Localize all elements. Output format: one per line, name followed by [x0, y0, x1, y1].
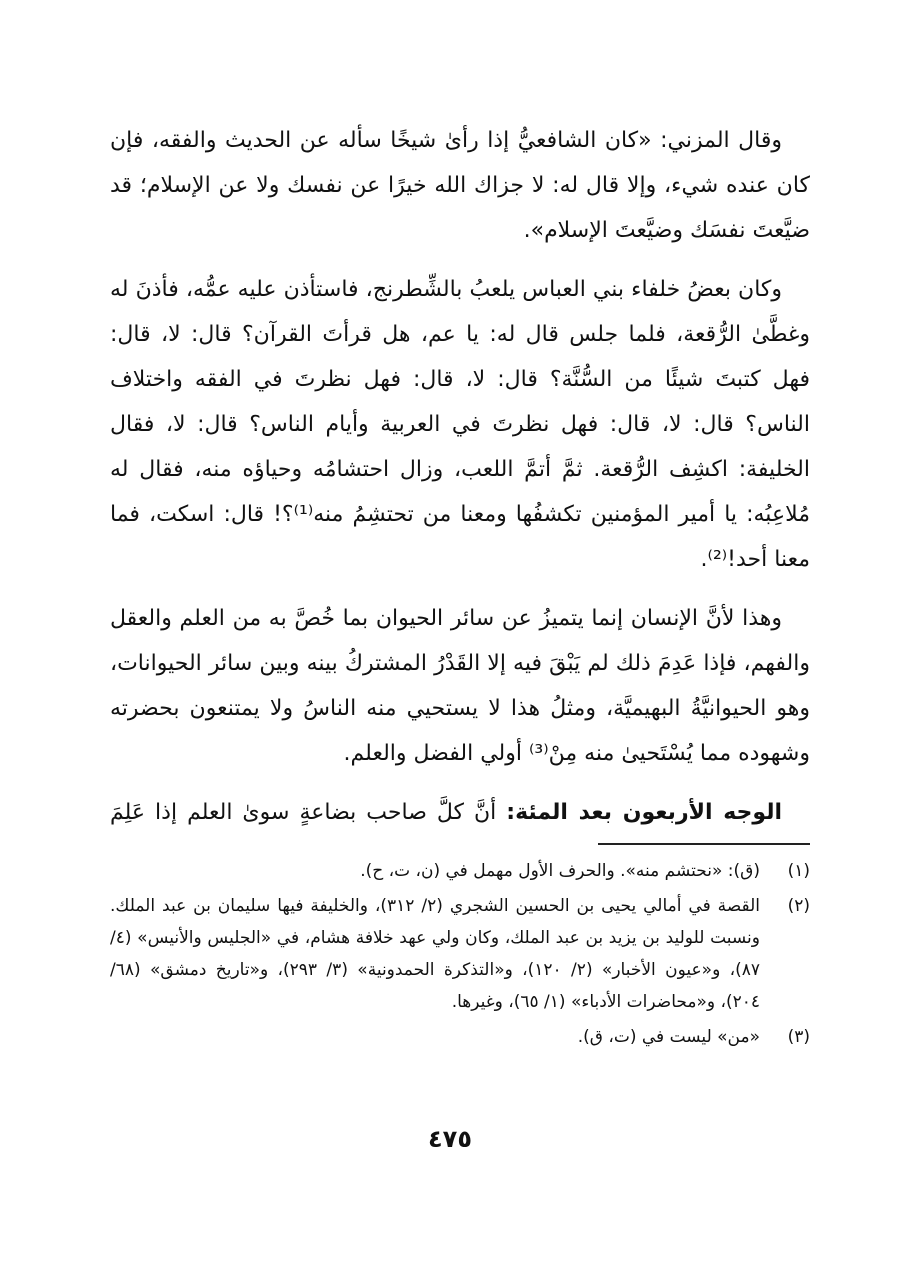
paragraph-3: وهذا لأنَّ الإنسان إنما يتميزُ عن سائر الحيوان بما خُصَّ به من العلم والعقل والفهم، فإذا عَدِمَ ذلك لم يَبْقَ فيه إلا القَدْرُ المشتركُ بينه وبين سائر الحيوانات، وهو الحيوانيَّةُ البهيميَّة، ومثلُ هذا لا يستحيي منه الناسُ ولا يمتنعون بحضرته وشهوده مما يُسْتَحيىٰ منه مِنْ⁽³⁾ أولي الفضل والعلم.: [110, 606, 810, 766]
page-number: ٤٧٥: [428, 1125, 472, 1153]
paragraph-2: وكان بعضُ خلفاء بني العباس يلعبُ بالشِّطرنج، فاستأذن عليه عمُّه، فأذنَ له وغطَّىٰ الرُّقعة، فلما جلس قال له: يا عم، هل قرأتَ القرآن؟ قال: لا، قال: فهل كتبتَ شيئًا من السُّنَّة؟ قال: لا، قال: فهل نظرتَ في الفقه واختلاف الناس؟ قال: لا، قال: فهل نظرتَ في العربية وأيام الناس؟ قال: لا، فقال الخليفة: اكشِف الرُّقعة. ثمَّ أتمَّ اللعب، وزال احتشامُه وحياؤه منه، فقال له مُلاعِبُه: يا أمير المؤمنين تكشفُها ومعنا من تحتشِمُ منه⁽¹⁾؟! قال: اسكت، فما معنا أحد!⁽²⁾.: [110, 277, 810, 572]
paragraph-1: وقال المزني: «كان الشافعيُّ إذا رأىٰ شيخًا سأله عن الحديث والفقه، فإن كان عنده شيء، وإلا قال له: لا جزاك الله خيرًا عن نفسك ولا عن الإسلام؛ قد ضيَّعتَ نفسَك وضيَّعتَ الإسلام».: [110, 128, 810, 243]
section-heading: الوجه الأربعون بعد المئة:: [506, 800, 782, 825]
footnote-1: [110, 855, 810, 887]
paragraph-4: [110, 790, 810, 835]
footnote-2: [110, 890, 810, 1018]
footnote-number: (١): [787, 861, 810, 881]
footnote-text: القصة في أمالي يحيى بن الحسين الشجري (٢/ ٣١٢)، والخليفة فيها سليمان بن عبد الملك. ونسبت للوليد بن يزيد بن عبد الملك، وكان ولي عهد خلافة هشام، في «الجليس والأنيس» (٤/ ٨٧)، و«عيون الأخبار» (٢/ ١٢٠)، و«التذكرة الحمدونية» (٣/ ٢٩٣)، و«تاريخ دمشق» (٦٨/ ٢٠٤)، و«محاضرات الأدباء» (١/ ٦٥)، وغيرها.: [110, 896, 761, 1012]
footnotes: [110, 855, 810, 1056]
footnote-number: (٢): [787, 896, 810, 916]
footnote-3: [110, 1021, 810, 1053]
main-text: [110, 118, 810, 849]
footnote-number: (٣): [787, 1027, 810, 1047]
footnote-text: (ق): «نحتشم منه». والحرف الأول مهمل في (ن، ت، ح).: [360, 861, 760, 881]
paragraph-4-text: أنَّ كلَّ صاحب بضاعةٍ سوىٰ العلم إذا عَلِمَ: [110, 800, 507, 825]
footnote-separator: [598, 843, 810, 845]
footnote-text: «من» ليست في (ت، ق).: [577, 1027, 760, 1047]
